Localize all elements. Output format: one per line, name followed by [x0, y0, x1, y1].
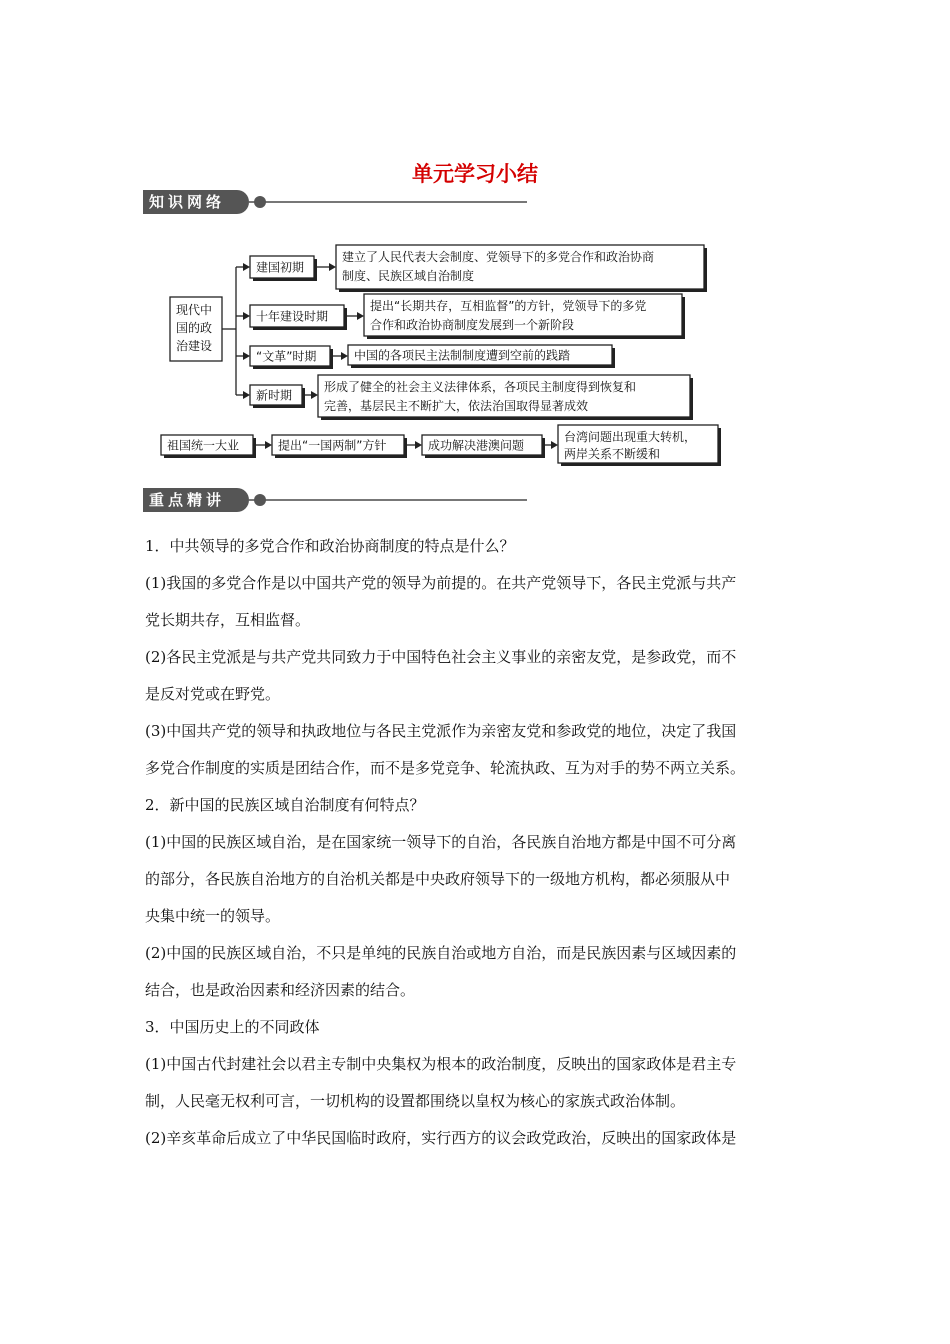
branch-desc-line: 合作和政治协商制度发展到一个新阶段	[370, 318, 575, 332]
section-label: 重点精讲	[143, 488, 249, 512]
section-rule	[249, 499, 527, 501]
question-heading: 3．中国历史上的不同政体	[145, 1018, 320, 1036]
desc-arrow-head	[341, 352, 348, 360]
paragraph-line: (3)中国共产党的领导和执政地位与各民主党派作为亲密友党和参政党的地位，决定了我国	[145, 722, 737, 740]
paragraph-line: 制，人民毫无权利可言，一切机构的设置都围绕以皇权为核心的家族式政治体制。	[145, 1092, 686, 1110]
knowledge-network-diagram	[0, 0, 950, 480]
question-heading: 2．新中国的民族区域自治制度有何特点？	[145, 796, 425, 814]
desc-arrow-head	[329, 263, 336, 271]
branch-arrow-head	[243, 391, 250, 399]
paragraph-line: 多党合作制度的实质是团结合作，而不是多党竞争、轮流执政、互为对手的势不两立关系。	[145, 759, 746, 777]
chain-label: 台湾问题出现重大转机，	[564, 430, 697, 444]
paragraph-line: (2)各民主党派是与共产党共同致力于中国特色社会主义事业的亲密友党，是参政党，而不	[145, 648, 737, 666]
paragraph-line: 的部分，各民族自治地方的自治机关都是中央政府领导下的一级地方机构，都必须服从中	[145, 870, 731, 888]
branch-label: 新时期	[256, 388, 293, 403]
desc-arrow-head	[357, 312, 364, 320]
branch-label: “文革”时期	[256, 349, 317, 364]
paragraph-line: 党长期共存，互相监督。	[145, 611, 311, 629]
branch-desc-line: 中国的各项民主法制制度遭到空前的践踏	[354, 348, 571, 363]
root-label-line: 治建设	[176, 339, 213, 353]
chain-label: 成功解决港澳问题	[428, 438, 525, 453]
chain-label: 祖国统一大业	[167, 438, 240, 453]
branch-desc-line: 制度、民族区域自治制度	[342, 269, 475, 283]
branch-label: 建国初期	[256, 260, 305, 275]
branch-desc-line: 形成了健全的社会主义法律体系，各项民主制度得到恢复和	[324, 380, 637, 394]
paragraph-line: (2)中国的民族区域自治，不只是单纯的民族自治或地方自治，而是民族因素与区域因素的	[145, 944, 737, 962]
chain-arrow-head	[415, 441, 422, 449]
branch-desc-line: 建立了人民代表大会制度、党领导下的多党合作和政治协商	[342, 250, 655, 264]
chain-arrow-head	[551, 441, 558, 449]
paragraph-line: (1)我国的多党合作是以中国共产党的领导为前提的。在共产党领导下，各民主党派与共产	[145, 574, 737, 592]
branch-arrow-head	[243, 312, 250, 320]
paragraph-line: (1)中国古代封建社会以君主专制中央集权为根本的政治制度，反映出的国家政体是君主专	[145, 1055, 737, 1073]
paragraph-line: 结合，也是政治因素和经济因素的结合。	[145, 981, 416, 999]
branch-arrow-head	[243, 263, 250, 271]
root-label-line: 现代中	[176, 303, 213, 317]
chain-arrow-head	[265, 441, 272, 449]
branch-desc-line: 完善，基层民主不断扩大，依法治国取得显著成效	[324, 399, 589, 413]
question-heading: 1．中共领导的多党合作和政治协商制度的特点是什么？	[145, 537, 515, 555]
chain-label: 提出“一国两制”方针	[278, 438, 387, 453]
section-header-key-points	[143, 488, 527, 514]
paragraph-line: 央集中统一的领导。	[145, 907, 281, 925]
bullet-dot-icon	[254, 494, 266, 506]
paragraph-line: 是反对党或在野党。	[145, 685, 281, 703]
page-title: 单元学习小结	[412, 162, 538, 186]
branch-arrow-head	[243, 352, 250, 360]
paragraph-line: (1)中国的民族区域自治，是在国家统一领导下的自治，各民族自治地方都是中国不可分离	[145, 833, 737, 851]
root-label-line: 国的政	[176, 321, 213, 335]
branch-desc-line: 提出“长期共存，互相监督”的方针，党领导下的多党	[370, 299, 647, 313]
branch-label: 十年建设时期	[256, 309, 329, 324]
desc-arrow-head	[311, 391, 318, 399]
paragraph-line: (2)辛亥革命后成立了中华民国临时政府，实行西方的议会政党政治，反映出的国家政体是	[145, 1129, 737, 1147]
chain-label: 两岸关系不断缓和	[564, 447, 661, 461]
section-label: 知识网络	[143, 190, 249, 214]
